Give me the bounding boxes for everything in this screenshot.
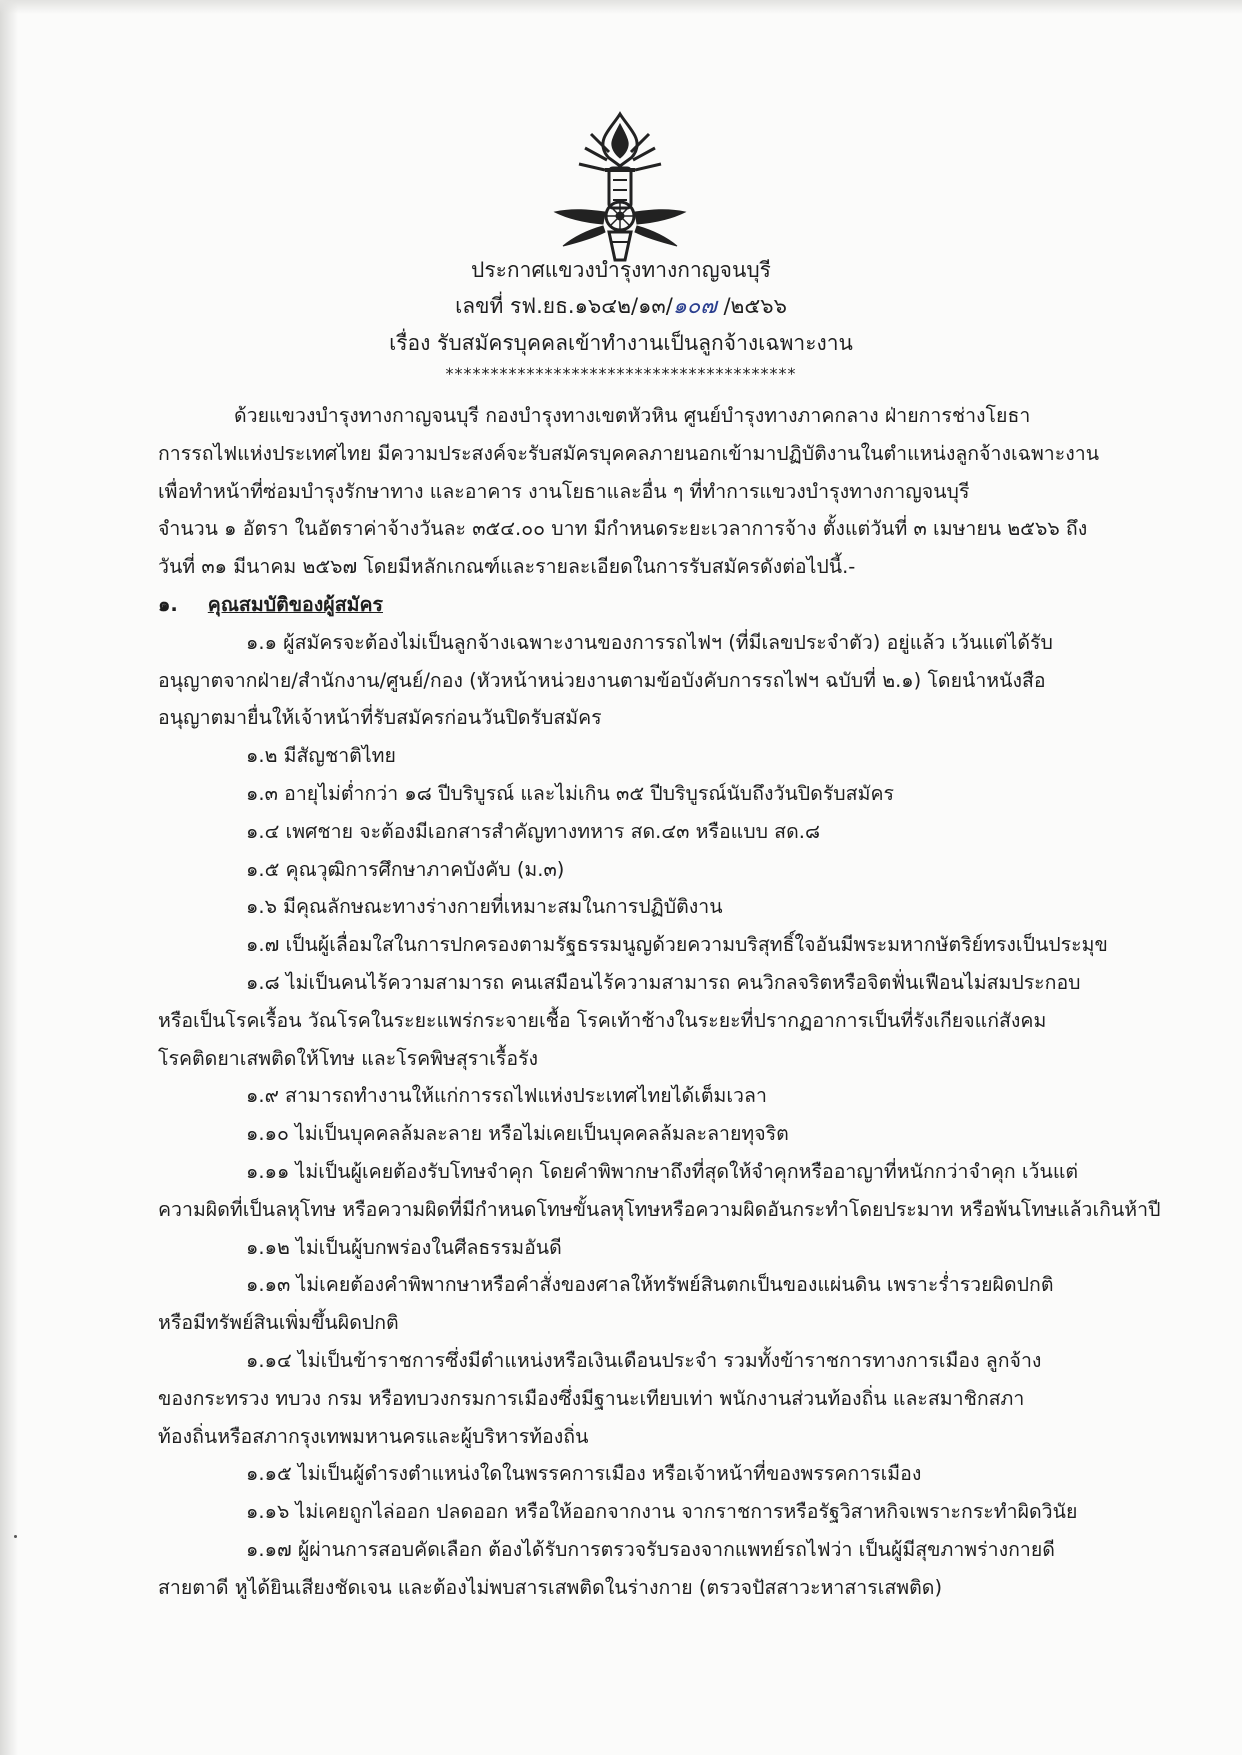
qualification-item-first-line: ๑.๑๒ ไม่เป็นผู้บกพร่องในศีลธรรมอันดี <box>246 1235 562 1259</box>
qualification-item-first-line: ๑.๑๑ ไม่เป็นผู้เคยต้องรับโทษจำคุก โดยคำพิพากษาถึงที่สุดให้จำคุกหรืออาญาที่หนักกว่าจำคุก เว้นแต่ <box>246 1159 1079 1183</box>
qualification-item-first-line: ๑.๙ สามารถทำงานให้แก่การรถไฟแห่งประเทศไทยได้เต็มเวลา <box>246 1084 767 1108</box>
qualification-item-first-line: ๑.๒ มีสัญชาติไทย <box>246 744 396 768</box>
qualification-item <box>158 737 1118 775</box>
qualification-item <box>158 1455 1118 1493</box>
qualification-item-line: อนุญาตมายื่นให้เจ้าหน้าที่รับสมัครก่อนวันปิดรับสมัคร <box>158 706 602 730</box>
document-number-prefix: เลขที่ รฟ.ยธ.๑๖๔๒/๑๓/ <box>455 294 673 318</box>
qualification-item <box>158 1077 1118 1115</box>
qualification-item <box>158 1531 1118 1607</box>
qualification-item <box>158 775 1118 813</box>
qualification-item <box>158 1493 1118 1531</box>
qualification-item <box>158 964 1118 1077</box>
document-number <box>0 288 1242 325</box>
announcement-header <box>0 252 1242 385</box>
qualification-item-first-line: ๑.๕ คุณวุฒิการศึกษาภาคบังคับ (ม.๓) <box>246 857 565 881</box>
section-heading <box>158 586 1118 624</box>
qualification-item <box>158 624 1118 737</box>
qualification-item <box>158 1229 1118 1267</box>
qualification-item-line: ท้องถิ่นหรือสภากรุงเทพมหานครและผู้บริหารท้องถิ่น <box>158 1424 589 1448</box>
qualification-item-line: ความผิดที่เป็นลหุโทษ หรือความผิดที่มีกำหนดโทษขั้นลหุโทษหรือความผิดอันกระทำโดยประมาท หรือพ้นโทษแล้วเกินห้าปี <box>158 1197 1161 1221</box>
document-number-suffix: /๒๕๖๖ <box>716 294 787 318</box>
qualification-item-first-line: ๑.๑๗ ผู้ผ่านการสอบคัดเลือก ต้องได้รับการตรวจรับรองจากแพทย์รถไฟว่า เป็นผู้มีสุขภาพร่างกายดี <box>246 1537 1055 1561</box>
section-number: ๑. <box>158 592 178 616</box>
qualification-item-first-line: ๑.๔ เพศชาย จะต้องมีเอกสารสำคัญทางทหาร สด.๔๓ หรือแบบ สด.๘ <box>246 819 820 843</box>
announcement-title: ประกาศแขวงบำรุงทางกาญจนบุรี <box>471 258 771 282</box>
qualification-item-first-line: ๑.๑๔ ไม่เป็นข้าราชการซึ่งมีตำแหน่งหรือเงินเดือนประจำ รวมทั้งข้าราชการทางการเมือง ลูกจ้าง <box>246 1348 1042 1372</box>
qualification-item <box>158 888 1118 926</box>
intro-paragraph: ด้วยแขวงบำรุงทางกาญจนบุรี กองบำรุงทางเขตหัวหิน ศูนย์บำรุงทางภาคกลาง ฝ่ายการช่างโยธา การรถไฟแห่งประเทศไทย มีความประสงค์จะรับสมัครบุคคลภายนอกเข้ามาปฏิบัติงานในตำแหน่งลูกจ้างเฉพาะงาน เพื่อทำหน้าที่ซ่อมบำรุงรักษาทาง และอาคาร งานโยธาและอื่น ๆ ที่ทำการแขวงบำรุงทางกาญจนบุรี จำนวน ๑ อัตรา ในอัตราค่าจ้างวันละ ๓๕๔.๐๐ บาท มีกำหนดระยะเวลาการจ้าง ตั้งแต่วันที่ ๓ เมษายน ๒๕๖๖ ถึง วันที่ ๓๑ มีนาคม ๒๕๖๗ โดยมีหลักเกณฑ์และรายละเอียดในการรับสมัครดังต่อไปนี้.- <box>158 404 1100 579</box>
handwritten-number: ๑๐๗ <box>672 294 717 319</box>
qualification-item-line: โรคติดยาเสพติดให้โทษ และโรคพิษสุราเรื้อรัง <box>158 1046 539 1070</box>
qualification-item-first-line: ๑.๑๐ ไม่เป็นบุคคลล้มละลาย หรือไม่เคยเป็นบุคคลล้มละลายทุจริต <box>246 1122 789 1146</box>
scan-speck <box>14 1535 17 1538</box>
scan-top-shadow <box>0 0 1242 14</box>
qualification-item-first-line: ๑.๑๖ ไม่เคยถูกไล่ออก ปลดออก หรือให้ออกจากงาน จากราชการหรือรัฐวิสาหกิจเพราะกระทำผิดวินัย <box>246 1500 1078 1524</box>
announcement-subject: เรื่อง รับสมัครบุคคลเข้าทำงานเป็นลูกจ้างเฉพาะงาน <box>389 331 853 355</box>
qualification-item-line: หรือมีทรัพย์สินเพิ่มขึ้นผิดปกติ <box>158 1311 399 1335</box>
announcement-body <box>158 397 1161 1607</box>
qualification-item <box>158 1266 1118 1342</box>
qualification-item <box>158 851 1118 889</box>
section-title: คุณสมบัติของผู้สมัคร <box>207 592 383 616</box>
qualification-item-first-line: ๑.๑๓ ไม่เคยต้องคำพิพากษาหรือคำสั่งของศาลให้ทรัพย์สินตกเป็นของแผ่นดิน เพราะร่ำรวยผิดปกติ <box>246 1273 1054 1297</box>
qualification-item-first-line: ๑.๗ เป็นผู้เลื่อมใสในการปกครองตามรัฐธรรมนูญด้วยความบริสุทธิ์ใจอันมีพระมหากษัตริย์ทรงเป็นประมุข <box>246 933 1108 957</box>
qualification-item-first-line: ๑.๘ ไม่เป็นคนไร้ความสามารถ คนเสมือนไร้ความสามารถ คนวิกลจริตหรือจิตฟั่นเฟือนไม่สมประกอบ <box>246 970 1081 994</box>
qualification-item-line: สายตาดี หูได้ยินเสียงชัดเจน และต้องไม่พบสารเสพติดในร่างกาย (ตรวจปัสสาวะหาสารเสพติด) <box>158 1575 943 1599</box>
qualification-item <box>158 926 1118 964</box>
qualification-list <box>158 624 1161 1607</box>
qualification-item <box>158 1342 1118 1455</box>
qualification-item <box>158 813 1118 851</box>
separator-line: *************************************** <box>445 364 797 383</box>
qualification-item <box>158 1115 1118 1153</box>
qualification-item-line: ของกระทรวง ทบวง กรม หรือทบวงกรมการเมืองซึ่งมีฐานะเทียบเท่า พนักงานส่วนท้องถิ่น และสมาชิกสภา <box>158 1386 1025 1410</box>
qualification-item-line: อนุญาตจากฝ่าย/สำนักงาน/ศูนย์/กอง (หัวหน้าหน่วยงานตามข้อบังคับการรถไฟฯ ฉบับที่ ๒.๑) โดยนำหนังสือ <box>158 668 1046 692</box>
qualification-item-first-line: ๑.๑ ผู้สมัครจะต้องไม่เป็นลูกจ้างเฉพาะงานของการรถไฟฯ (ที่มีเลขประจำตัว) อยู่แล้ว เว้นแต่ได้รับ <box>246 630 1053 654</box>
qualification-item-line: หรือเป็นโรคเรื้อน วัณโรคในระยะแพร่กระจายเชื้อ โรคเท้าช้างในระยะที่ปรากฏอาการเป็นที่รังเกียจแก่สังคม <box>158 1008 1047 1032</box>
qualification-item-first-line: ๑.๖ มีคุณลักษณะทางร่างกายที่เหมาะสมในการปฏิบัติงาน <box>246 895 723 919</box>
qualification-item-first-line: ๑.๑๕ ไม่เป็นผู้ดำรงตำแหน่งใดในพรรคการเมือง หรือเจ้าหน้าที่ของพรรคการเมือง <box>246 1462 922 1486</box>
qualification-item-first-line: ๑.๓ อายุไม่ต่ำกว่า ๑๘ ปีบริบูรณ์ และไม่เกิน ๓๕ ปีบริบูรณ์นับถึงวันปิดรับสมัคร <box>246 781 894 805</box>
qualification-item <box>158 1153 1161 1229</box>
